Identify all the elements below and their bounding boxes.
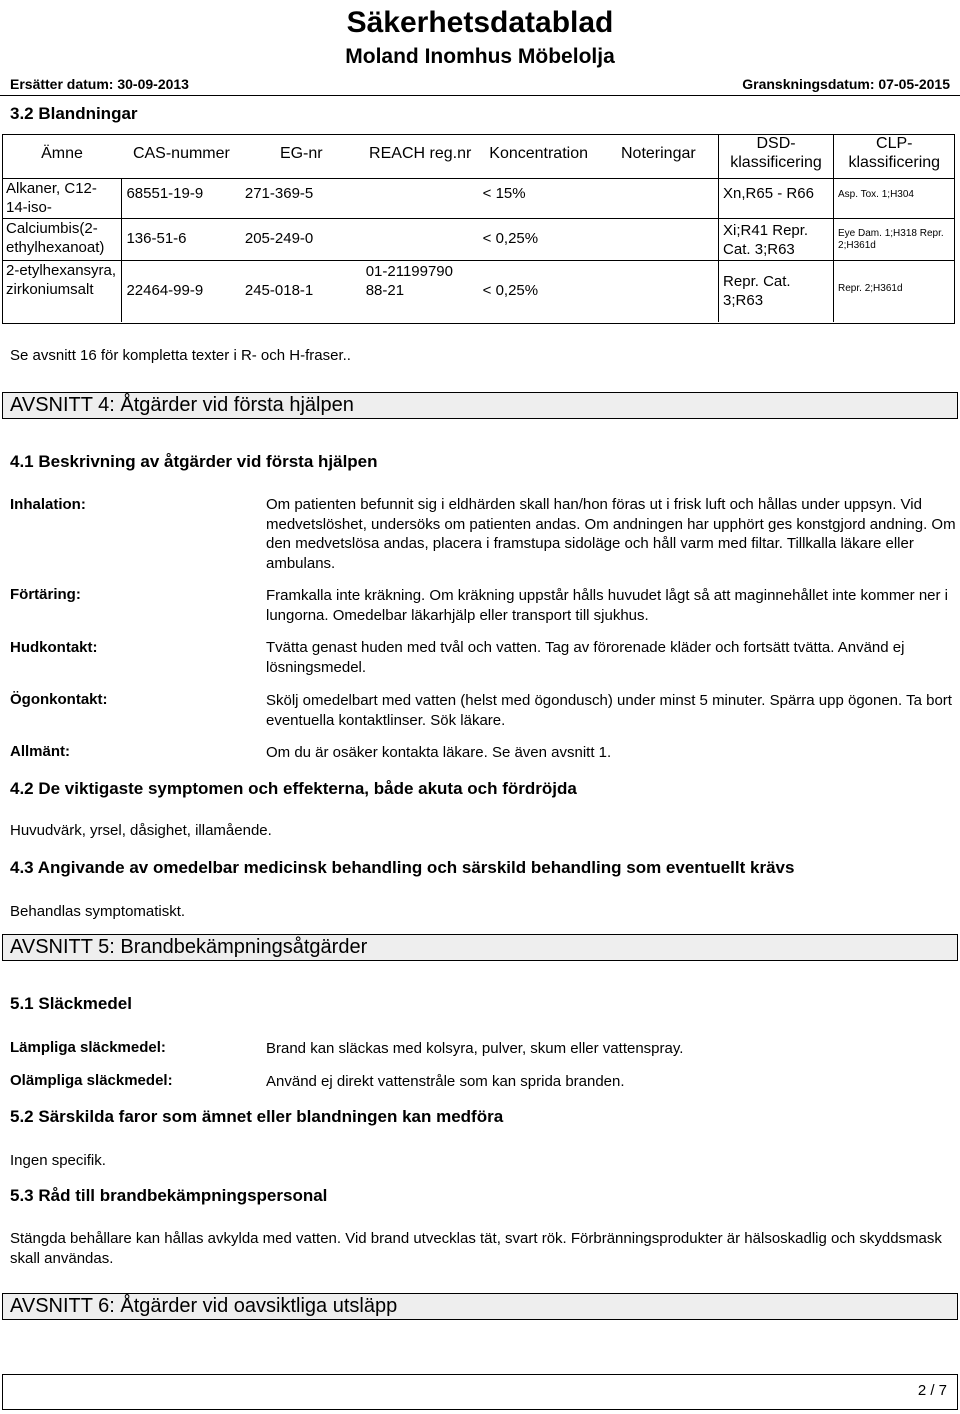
replaces-date: Ersätter datum: 30-09-2013 — [10, 76, 189, 92]
clp-classification: Repr. 2;H361d — [834, 260, 955, 322]
dsd-classification: Repr. Cat. 3;R63 — [719, 260, 834, 322]
table-header-row — [2, 134, 955, 178]
col-header: CAS-nummer — [132, 145, 230, 162]
general-label: Allmänt: — [10, 743, 70, 760]
cas-number: 68551-19-9 — [122, 178, 241, 218]
col-header: Noteringar — [620, 145, 696, 162]
cas-number: 22464-99-9 — [126, 281, 204, 299]
section-6-banner — [2, 1293, 958, 1320]
reach-number — [362, 178, 479, 218]
section-4-2-text: Huvudvärk, yrsel, dåsighet, illamående. — [10, 822, 272, 839]
cas-number: 136-51-6 — [122, 218, 241, 260]
col-header: REACH reg.nr — [369, 145, 472, 162]
dsd-classification: Xn,R65 - R66 — [719, 178, 834, 218]
notes — [599, 178, 719, 218]
ingestion-text: Framkalla inte kräkning. Om kräkning uppstår hålls huvudet lågt så att maginnehållet inte kommer ner i lungorna. Omedelbar läkarhjälp eller transport till sjukhus. — [266, 587, 948, 624]
suitable-media-text: Brand kan släckas med kolsyra, pulver, skum eller vattenspray. — [266, 1040, 684, 1057]
eye-contact-label: Ögonkontakt: — [10, 691, 108, 708]
general-text: Om du är osäker kontakta läkare. Se även avsnitt 1. — [266, 744, 612, 761]
concentration: < 0,25% — [479, 218, 599, 260]
section-4-2-heading: 4.2 De viktigaste symptomen och effekterna, både akuta och fördröjda — [10, 779, 577, 798]
substance-name: Alkaner, C12-14-iso- — [2, 178, 122, 218]
eye-contact-text: Skölj omedelbart med vatten (helst med ögondusch) under minst 5 minuter. Spärra upp ögonen. Ta bort eventuella kontaktlinser. Sök läkare. — [266, 692, 952, 729]
section-6-heading: AVSNITT 6: Åtgärder vid oavsiktliga utsläpp — [10, 1295, 398, 1317]
section-4-banner — [2, 392, 958, 419]
reach-number: 01-2119979088-21 — [365, 262, 453, 299]
concentration: < 0,25% — [482, 281, 539, 299]
r-h-phrases-note: Se avsnitt 16 för kompletta texter i R- och H-fraser.. — [10, 347, 351, 364]
notes — [599, 260, 719, 322]
section-5-2-heading: 5.2 Särskilda faror som ämnet eller blandningen kan medföra — [10, 1107, 504, 1126]
inhalation-text: Om patienten befunnit sig i eldhärden skall han/hon föras ut i frisk luft och hållas under uppsyn. Vid medvetslöshet, undersöks om patienten andas. Om andningen har upphört ges konstgjord andning. Om den medvetslösa andas, placera i framstupa sidoläge och håll varm med filtar. Tillkalla läkare eller ambulans. — [266, 496, 956, 572]
col-header: Koncentration — [489, 145, 588, 162]
unsuitable-media-text: Använd ej direkt vattenstråle som kan sprida branden. — [266, 1073, 625, 1090]
clp-classification: Asp. Tox. 1;H304 — [834, 178, 955, 218]
page-footer — [2, 1374, 958, 1410]
dsd-classification: Xi;R41 Repr. Cat. 3;R63 — [719, 218, 834, 260]
table-row — [2, 260, 955, 322]
mixture-table — [2, 134, 955, 322]
col-header: Ämne — [41, 145, 83, 162]
unsuitable-media-label: Olämpliga släckmedel: — [10, 1072, 173, 1089]
concentration: < 15% — [479, 178, 599, 218]
col-header: EG-nr — [279, 145, 323, 162]
section-5-1-heading: 5.1 Släckmedel — [10, 994, 132, 1013]
section-5-3-heading: 5.3 Råd till brandbekämpningspersonal — [10, 1186, 328, 1205]
clp-classification: Eye Dam. 1;H318 Repr. 2;H361d — [834, 218, 955, 260]
skin-contact-label: Hudkontakt: — [10, 639, 98, 656]
substance-name: 2-etylhexansyra, zirkoniumsalt — [2, 260, 122, 322]
ingestion-label: Förtäring: — [10, 586, 81, 603]
notes — [599, 218, 719, 260]
eg-number: 245-018-1 — [244, 281, 314, 299]
substance-name: Calciumbis(2-ethylhexanoat) — [2, 218, 122, 260]
skin-contact-text: Tvätta genast huden med tvål och vatten. Tag av förorenade kläder och fortsätt tvätta. Använd ej lösningsmedel. — [266, 639, 905, 676]
section-3-2-heading: 3.2 Blandningar — [10, 104, 138, 123]
page-number: 2 / 7 — [917, 1382, 947, 1399]
header-divider — [0, 95, 960, 96]
table-row — [2, 178, 955, 218]
suitable-media-label: Lämpliga släckmedel: — [10, 1039, 166, 1056]
eg-number: 271-369-5 — [241, 178, 362, 218]
section-4-3-text: Behandlas symptomatiskt. — [10, 903, 186, 920]
section-4-1-heading: 4.1 Beskrivning av åtgärder vid första hjälpen — [10, 452, 378, 471]
document-title: Säkerhetsdatablad — [346, 6, 614, 39]
inhalation-label: Inhalation: — [10, 496, 86, 513]
section-5-heading: AVSNITT 5: Brandbekämpningsåtgärder — [10, 936, 368, 958]
section-4-heading: AVSNITT 4: Åtgärder vid första hjälpen — [10, 394, 354, 416]
review-date: Granskningsdatum: 07-05-2015 — [742, 76, 950, 92]
eg-number: 205-249-0 — [241, 218, 362, 260]
product-name: Moland Inomhus Möbelolja — [345, 45, 615, 68]
col-header: DSD-klassificering — [719, 134, 834, 178]
section-5-3-text: Stängda behållare kan hållas avkylda med vatten. Vid brand utvecklas tät, svart rök. Förbränningsprodukter är hälsoskadlig och skyddsmask skall användas. — [10, 1230, 942, 1267]
table-row — [2, 218, 955, 260]
section-5-banner — [2, 934, 958, 961]
reach-number — [362, 218, 479, 260]
section-5-2-text: Ingen specifik. — [10, 1152, 106, 1169]
col-header: CLP-klassificering — [834, 134, 955, 178]
section-4-3-heading: 4.3 Angivande av omedelbar medicinsk behandling och särskild behandling som eventuellt krävs — [10, 858, 795, 877]
